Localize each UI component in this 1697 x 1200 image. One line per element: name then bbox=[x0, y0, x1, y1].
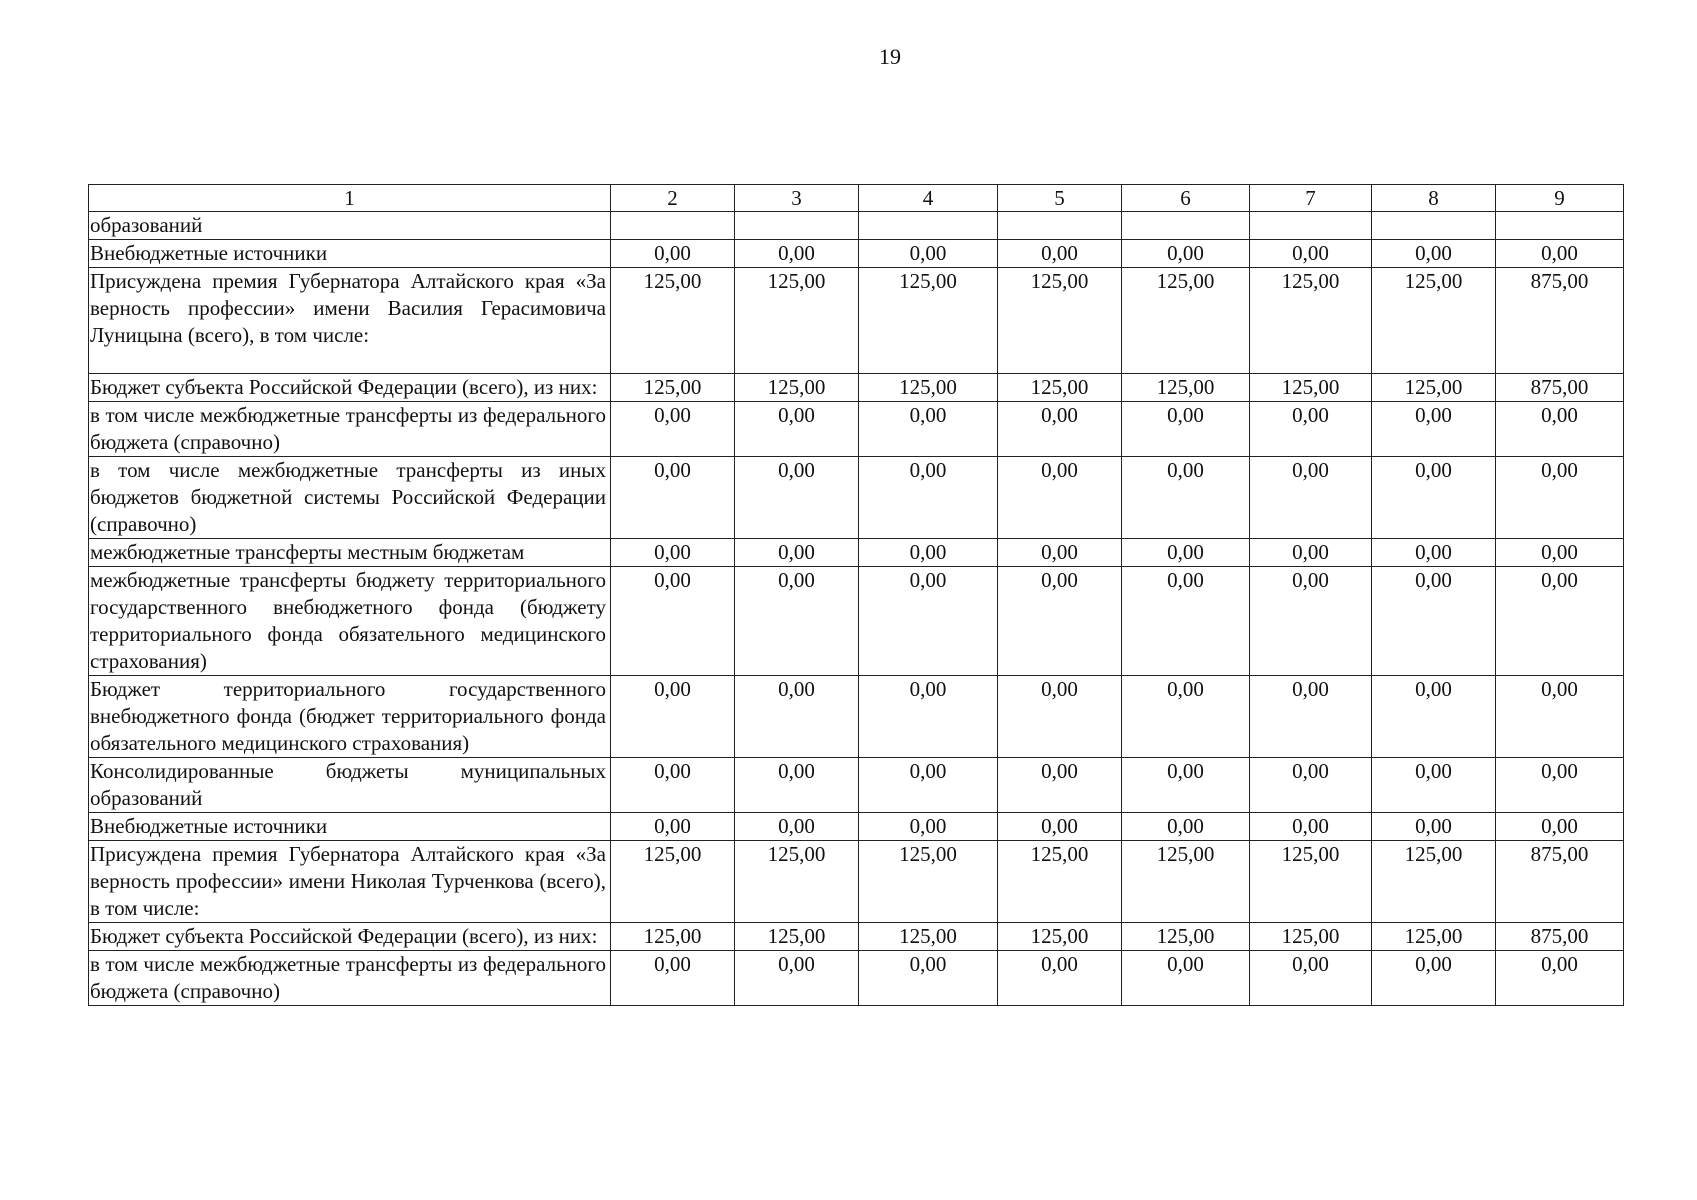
cell-value: 125,00 bbox=[611, 374, 735, 402]
cell-value: 0,00 bbox=[735, 676, 859, 758]
budget-table-container bbox=[88, 184, 1624, 1006]
cell-value: 0,00 bbox=[859, 539, 998, 567]
cell-value: 875,00 bbox=[1496, 923, 1624, 951]
table-row bbox=[89, 841, 1624, 923]
cell-value: 125,00 bbox=[859, 268, 998, 374]
cell-value: 0,00 bbox=[998, 567, 1122, 676]
cell-value: 125,00 bbox=[1122, 923, 1250, 951]
cell-value: 875,00 bbox=[1496, 268, 1624, 374]
cell-value: 0,00 bbox=[1122, 758, 1250, 813]
cell-value: 125,00 bbox=[859, 923, 998, 951]
cell-value: 0,00 bbox=[1122, 402, 1250, 457]
cell-value: 0,00 bbox=[859, 402, 998, 457]
cell-value: 125,00 bbox=[1250, 374, 1372, 402]
table-row bbox=[89, 374, 1624, 402]
cell-value: 0,00 bbox=[998, 539, 1122, 567]
cell-value bbox=[1250, 212, 1372, 240]
cell-value: 0,00 bbox=[1372, 539, 1496, 567]
cell-value: 0,00 bbox=[1496, 813, 1624, 841]
row-label: Внебюджетные источники bbox=[89, 240, 611, 268]
cell-value: 0,00 bbox=[611, 402, 735, 457]
cell-value: 125,00 bbox=[611, 841, 735, 923]
cell-value: 125,00 bbox=[998, 841, 1122, 923]
cell-value: 0,00 bbox=[1372, 758, 1496, 813]
table-row bbox=[89, 402, 1624, 457]
cell-value: 0,00 bbox=[1250, 539, 1372, 567]
column-header: 9 bbox=[1496, 185, 1624, 212]
cell-value: 0,00 bbox=[1496, 457, 1624, 539]
cell-value: 0,00 bbox=[735, 813, 859, 841]
cell-value: 0,00 bbox=[859, 567, 998, 676]
table-row bbox=[89, 212, 1624, 240]
row-label: в том числе межбюджетные трансферты из федерального бюджета (справочно) bbox=[89, 951, 611, 1006]
cell-value: 125,00 bbox=[735, 841, 859, 923]
cell-value: 0,00 bbox=[735, 758, 859, 813]
cell-value bbox=[998, 212, 1122, 240]
cell-value: 125,00 bbox=[735, 374, 859, 402]
table-row bbox=[89, 758, 1624, 813]
cell-value: 125,00 bbox=[998, 923, 1122, 951]
column-header: 3 bbox=[735, 185, 859, 212]
cell-value: 0,00 bbox=[859, 813, 998, 841]
table-row bbox=[89, 813, 1624, 841]
header-row bbox=[89, 185, 1624, 212]
cell-value: 0,00 bbox=[1122, 951, 1250, 1006]
row-label: Присуждена премия Губернатора Алтайского края «За верность профессии» имени Николая Турченкова (всего), в том числе: bbox=[89, 841, 611, 923]
table-row bbox=[89, 240, 1624, 268]
cell-value bbox=[611, 212, 735, 240]
cell-value: 0,00 bbox=[611, 676, 735, 758]
column-header: 6 bbox=[1122, 185, 1250, 212]
cell-value: 0,00 bbox=[1496, 676, 1624, 758]
cell-value: 125,00 bbox=[1122, 374, 1250, 402]
cell-value: 125,00 bbox=[1372, 841, 1496, 923]
cell-value: 125,00 bbox=[1250, 923, 1372, 951]
table-row bbox=[89, 923, 1624, 951]
cell-value: 0,00 bbox=[998, 240, 1122, 268]
table-row bbox=[89, 268, 1624, 374]
table-row bbox=[89, 539, 1624, 567]
cell-value: 0,00 bbox=[1496, 240, 1624, 268]
cell-value: 0,00 bbox=[859, 457, 998, 539]
cell-value: 0,00 bbox=[1250, 676, 1372, 758]
table-row bbox=[89, 676, 1624, 758]
budget-table bbox=[88, 184, 1624, 1006]
row-label: Внебюджетные источники bbox=[89, 813, 611, 841]
row-label: в том числе межбюджетные трансферты из иных бюджетов бюджетной системы Российской Федерации (справочно) bbox=[89, 457, 611, 539]
cell-value: 0,00 bbox=[1122, 240, 1250, 268]
column-header: 1 bbox=[89, 185, 611, 212]
cell-value: 0,00 bbox=[611, 758, 735, 813]
cell-value: 0,00 bbox=[611, 951, 735, 1006]
cell-value: 0,00 bbox=[611, 539, 735, 567]
cell-value: 0,00 bbox=[1250, 457, 1372, 539]
cell-value bbox=[859, 212, 998, 240]
cell-value: 0,00 bbox=[611, 457, 735, 539]
column-header: 4 bbox=[859, 185, 998, 212]
cell-value: 0,00 bbox=[1250, 813, 1372, 841]
cell-value bbox=[1496, 212, 1624, 240]
column-header: 5 bbox=[998, 185, 1122, 212]
cell-value: 0,00 bbox=[735, 539, 859, 567]
cell-value: 0,00 bbox=[1372, 402, 1496, 457]
cell-value: 125,00 bbox=[1122, 268, 1250, 374]
cell-value: 0,00 bbox=[735, 951, 859, 1006]
cell-value: 0,00 bbox=[859, 951, 998, 1006]
cell-value: 125,00 bbox=[611, 923, 735, 951]
cell-value: 0,00 bbox=[1372, 676, 1496, 758]
cell-value: 0,00 bbox=[1372, 951, 1496, 1006]
cell-value: 125,00 bbox=[1122, 841, 1250, 923]
table-row bbox=[89, 567, 1624, 676]
cell-value: 0,00 bbox=[1372, 240, 1496, 268]
row-label: межбюджетные трансферты местным бюджетам bbox=[89, 539, 611, 567]
cell-value: 0,00 bbox=[1122, 813, 1250, 841]
cell-value: 0,00 bbox=[1496, 567, 1624, 676]
cell-value: 0,00 bbox=[998, 457, 1122, 539]
cell-value: 0,00 bbox=[735, 240, 859, 268]
cell-value: 0,00 bbox=[1250, 402, 1372, 457]
cell-value: 875,00 bbox=[1496, 841, 1624, 923]
cell-value: 0,00 bbox=[611, 240, 735, 268]
cell-value: 0,00 bbox=[859, 676, 998, 758]
cell-value: 0,00 bbox=[1372, 567, 1496, 676]
row-label: в том числе межбюджетные трансферты из федерального бюджета (справочно) bbox=[89, 402, 611, 457]
cell-value: 125,00 bbox=[998, 374, 1122, 402]
cell-value: 0,00 bbox=[859, 240, 998, 268]
cell-value: 0,00 bbox=[1122, 457, 1250, 539]
table-row bbox=[89, 457, 1624, 539]
cell-value: 125,00 bbox=[1250, 268, 1372, 374]
cell-value: 0,00 bbox=[611, 813, 735, 841]
cell-value: 125,00 bbox=[735, 923, 859, 951]
cell-value: 0,00 bbox=[1122, 539, 1250, 567]
row-label: Бюджет субъекта Российской Федерации (всего), из них: bbox=[89, 374, 611, 402]
cell-value bbox=[1122, 212, 1250, 240]
cell-value: 125,00 bbox=[735, 268, 859, 374]
column-header: 8 bbox=[1372, 185, 1496, 212]
cell-value: 125,00 bbox=[1372, 268, 1496, 374]
cell-value: 0,00 bbox=[1372, 457, 1496, 539]
cell-value: 0,00 bbox=[611, 567, 735, 676]
cell-value: 0,00 bbox=[1250, 951, 1372, 1006]
cell-value: 0,00 bbox=[998, 813, 1122, 841]
cell-value: 0,00 bbox=[735, 457, 859, 539]
cell-value: 0,00 bbox=[859, 758, 998, 813]
row-label: образований bbox=[89, 212, 611, 240]
cell-value: 0,00 bbox=[1496, 539, 1624, 567]
cell-value: 125,00 bbox=[859, 374, 998, 402]
column-header: 7 bbox=[1250, 185, 1372, 212]
cell-value: 0,00 bbox=[1250, 567, 1372, 676]
row-label: Бюджет субъекта Российской Федерации (всего), из них: bbox=[89, 923, 611, 951]
cell-value bbox=[1372, 212, 1496, 240]
row-label: Бюджет территориального государственного внебюджетного фонда (бюджет территориального фонда обязательного медицинского страхования) bbox=[89, 676, 611, 758]
cell-value: 0,00 bbox=[1496, 951, 1624, 1006]
cell-value: 0,00 bbox=[1122, 676, 1250, 758]
cell-value: 0,00 bbox=[1122, 567, 1250, 676]
table-row bbox=[89, 951, 1624, 1006]
cell-value: 875,00 bbox=[1496, 374, 1624, 402]
cell-value bbox=[735, 212, 859, 240]
row-label: Консолидированные бюджеты муниципальных образований bbox=[89, 758, 611, 813]
cell-value: 0,00 bbox=[998, 676, 1122, 758]
row-label: межбюджетные трансферты бюджету территориального государственного внебюджетного фонда (бюджету территориального фонда обязательного медицинского страхования) bbox=[89, 567, 611, 676]
cell-value: 125,00 bbox=[1250, 841, 1372, 923]
cell-value: 0,00 bbox=[1372, 813, 1496, 841]
cell-value: 0,00 bbox=[735, 567, 859, 676]
cell-value: 0,00 bbox=[1496, 402, 1624, 457]
cell-value: 125,00 bbox=[859, 841, 998, 923]
cell-value: 0,00 bbox=[1250, 240, 1372, 268]
cell-value: 125,00 bbox=[1372, 923, 1496, 951]
cell-value: 0,00 bbox=[998, 758, 1122, 813]
cell-value: 0,00 bbox=[998, 402, 1122, 457]
cell-value: 0,00 bbox=[1250, 758, 1372, 813]
page-number: 19 bbox=[879, 44, 901, 69]
cell-value: 125,00 bbox=[1372, 374, 1496, 402]
cell-value: 125,00 bbox=[998, 268, 1122, 374]
column-header: 2 bbox=[611, 185, 735, 212]
cell-value: 125,00 bbox=[611, 268, 735, 374]
cell-value: 0,00 bbox=[998, 951, 1122, 1006]
cell-value: 0,00 bbox=[1496, 758, 1624, 813]
row-label: Присуждена премия Губернатора Алтайского края «За верность профессии» имени Василия Герасимовича Луницына (всего), в том числе: bbox=[89, 268, 611, 374]
cell-value: 0,00 bbox=[735, 402, 859, 457]
